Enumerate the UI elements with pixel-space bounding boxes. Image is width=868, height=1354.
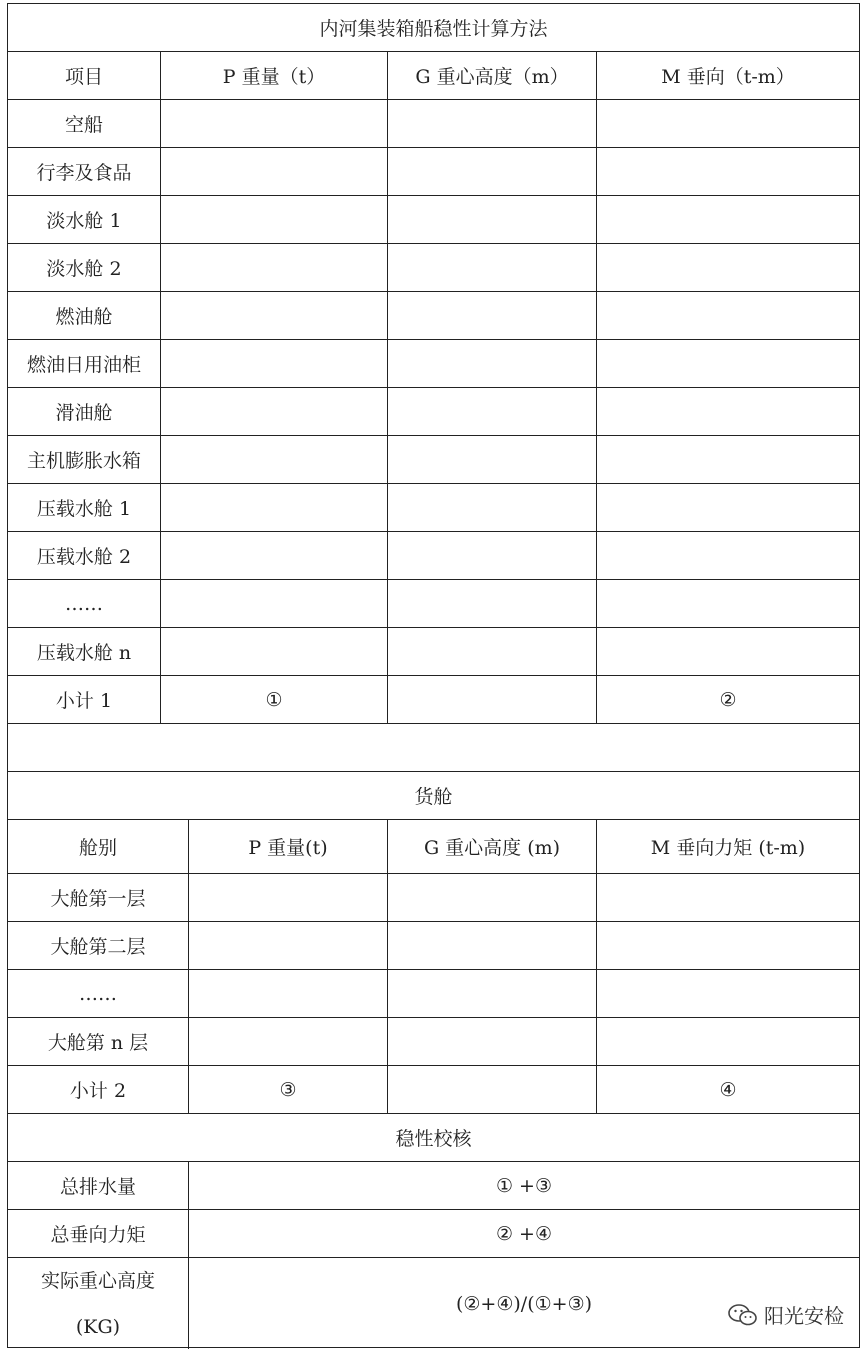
weight-cell <box>160 388 387 435</box>
spacer-row <box>8 724 859 772</box>
weight-cell <box>160 244 387 291</box>
section3-title: 稳性校核 <box>395 1128 472 1150</box>
moment-cell <box>596 100 859 147</box>
cg-height-cell <box>387 484 596 531</box>
moment-cell <box>596 532 859 579</box>
header-cg-height: G 重心高度（m） <box>387 52 596 99</box>
row-label: 总排水量 <box>59 1176 136 1198</box>
row-label: 压载水舱 n <box>36 642 132 664</box>
moment-cell <box>596 1018 859 1065</box>
weight-cell <box>188 922 387 969</box>
subtotal1-row <box>8 676 859 724</box>
moment-cell: ② <box>596 676 859 723</box>
formula-cell: ① +③ <box>188 1162 859 1209</box>
weight-cell: ① <box>160 676 387 723</box>
weight-cell <box>160 100 387 147</box>
table-title-row <box>8 4 859 52</box>
header-moment: M 垂向（t-m） <box>596 52 859 99</box>
stability-table <box>7 3 860 1348</box>
weight-cell <box>160 628 387 675</box>
section2-header-row <box>8 820 859 874</box>
weight-cell <box>160 532 387 579</box>
weight-cell <box>188 970 387 1017</box>
cg-height-cell <box>387 244 596 291</box>
moment-cell <box>596 628 859 675</box>
row-label: 滑油舱 <box>55 402 113 424</box>
section1-header-row <box>8 52 859 100</box>
table-row <box>8 340 859 388</box>
moment-cell: ④ <box>596 1066 859 1113</box>
weight-cell <box>188 874 387 921</box>
moment-cell <box>596 970 859 1017</box>
moment-cell <box>596 874 859 921</box>
table-row <box>8 874 859 922</box>
weight-cell <box>160 148 387 195</box>
moment-cell <box>596 148 859 195</box>
displacement-row <box>8 1162 859 1210</box>
formula-cell: ② +④ <box>188 1210 859 1257</box>
cg-height-cell <box>387 922 596 969</box>
moment-cell <box>596 340 859 387</box>
kg-label-line2: (KG) <box>75 1315 121 1338</box>
moment-cell <box>596 388 859 435</box>
row-label: …… <box>79 982 117 1005</box>
table-row <box>8 100 859 148</box>
table-row <box>8 148 859 196</box>
formula-cell: (②+④)/(①+③) <box>188 1258 859 1349</box>
table-row <box>8 436 859 484</box>
wechat-icon <box>728 1303 758 1327</box>
cg-height-cell <box>387 1066 596 1113</box>
row-label: 主机膨胀水箱 <box>26 450 141 472</box>
table-row <box>8 628 859 676</box>
row-label: 淡水舱 2 <box>46 258 122 280</box>
row-label: 总垂向力矩 <box>50 1224 146 1246</box>
table-row <box>8 580 859 628</box>
header-item: 项目 <box>64 66 103 88</box>
table-row <box>8 244 859 292</box>
row-label: 小计 2 <box>69 1080 127 1102</box>
weight-cell: ③ <box>188 1066 387 1113</box>
row-label: …… <box>65 592 103 615</box>
header-weight: P 重量(t) <box>188 820 387 873</box>
table-row <box>8 1018 859 1066</box>
row-label: 空船 <box>64 114 103 136</box>
cg-height-cell <box>387 340 596 387</box>
section3-title-row <box>8 1114 859 1162</box>
table-row <box>8 922 859 970</box>
table-row <box>8 388 859 436</box>
moment-cell <box>596 196 859 243</box>
row-label: 燃油日用油柜 <box>26 354 141 376</box>
table-title: 内河集装箱船稳性计算方法 <box>319 18 548 40</box>
header-weight: P 重量（t） <box>160 52 387 99</box>
cg-height-cell <box>387 532 596 579</box>
row-label: 燃油舱 <box>55 306 113 328</box>
kg-label-line1: 实际重心高度 <box>40 1269 155 1292</box>
row-label: 大舱第二层 <box>50 936 146 958</box>
moment-cell <box>596 244 859 291</box>
row-label: 大舱第一层 <box>50 888 146 910</box>
moment-cell <box>596 922 859 969</box>
section2-title-row <box>8 772 859 820</box>
row-label: 大舱第 n 层 <box>47 1032 149 1054</box>
weight-cell <box>160 580 387 627</box>
cg-height-cell <box>387 1018 596 1065</box>
table-row <box>8 532 859 580</box>
moment-cell <box>596 436 859 483</box>
row-label: 压载水舱 2 <box>36 546 132 568</box>
cg-height-cell <box>387 874 596 921</box>
row-label: 压载水舱 1 <box>36 498 132 520</box>
header-cg-height: G 重心高度 (m) <box>387 820 596 873</box>
subtotal2-row <box>8 1066 859 1114</box>
table-row <box>8 196 859 244</box>
moment-cell <box>596 580 859 627</box>
row-label: 小计 1 <box>55 690 113 712</box>
cg-height-cell <box>387 148 596 195</box>
total-moment-row <box>8 1210 859 1258</box>
cg-height-cell <box>387 436 596 483</box>
table-row <box>8 484 859 532</box>
cg-height-cell <box>387 628 596 675</box>
cg-height-cell <box>387 970 596 1017</box>
table-row <box>8 292 859 340</box>
cg-height-cell <box>387 580 596 627</box>
row-label: 淡水舱 1 <box>46 210 122 232</box>
watermark-text: 阳光安检 <box>764 1304 844 1328</box>
row-label: 行李及食品 <box>36 162 132 184</box>
weight-cell <box>160 484 387 531</box>
row-label <box>8 1258 188 1349</box>
weight-cell <box>188 1018 387 1065</box>
weight-cell <box>160 436 387 483</box>
moment-cell <box>596 484 859 531</box>
cg-height-cell <box>387 196 596 243</box>
cg-height-cell <box>387 292 596 339</box>
cg-height-cell <box>387 100 596 147</box>
watermark <box>724 1298 848 1331</box>
header-moment: M 垂向力矩 (t-m) <box>596 820 859 873</box>
cg-height-cell <box>387 676 596 723</box>
header-compartment: 舱别 <box>78 837 117 859</box>
section2-title: 货舱 <box>414 786 453 808</box>
weight-cell <box>160 340 387 387</box>
moment-cell <box>596 292 859 339</box>
weight-cell <box>160 292 387 339</box>
table-row <box>8 970 859 1018</box>
cg-height-cell <box>387 388 596 435</box>
weight-cell <box>160 196 387 243</box>
